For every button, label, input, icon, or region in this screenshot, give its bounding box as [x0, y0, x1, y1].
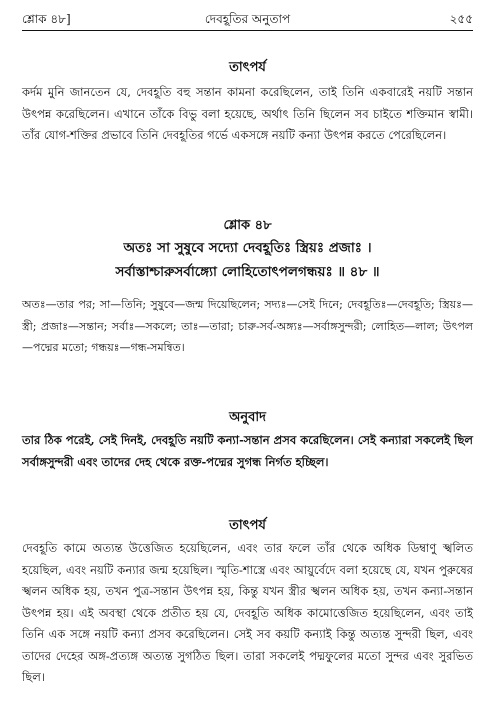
- header-verse-ref: শ্লোক ৪৮]: [22, 12, 71, 26]
- header-chapter-title: দেবহূতির অনুতাপ: [204, 12, 291, 26]
- purport-heading-2: তাৎপর্য: [229, 518, 266, 533]
- translation-paragraph: তার ঠিক পরেই, সেই দিনই, দেবহূতি নয়টি কন্যা-সন্তান প্রসব করেছিলেন। সেই কন্যারা সকলেই ছিল সর্বাঙ্গসুন্দরী এবং তাদের দেহ থেকে রক্ত-পদ্মের সুগন্ধ নির্গত হচ্ছিল।: [22, 433, 473, 469]
- sanskrit-verse: [22, 236, 473, 284]
- purport-paragraph-2: দেবহূতি কামে অত্যন্ত উত্তেজিত হয়েছিলেন, এবং তার ফলে তাঁর থেকে অধিক ডিম্বাণু স্খলিত হয়েছিল, এবং নয়টি কন্যার জন্ম হয়েছিল। স্মৃতি-শাস্ত্রে এবং আয়ুর্বেদে বলা হয়েছে যে, যখন পুরুষের স্খলন অধিক হয়, তখন পুত্র-সন্তান উৎপন্ন হয়, কিন্তু যখন স্ত্রীর স্খলন অধিক হয়, তখন কন্যা-সন্তান উৎপন্ন হয়। এই অবস্থা থেকে প্রতীত হয় যে, দেবহূতি অধিক কামোত্তেজিত হয়েছিলেন, এবং তাই তিনি এক সঙ্গে নয়টি কন্যা প্রসব করেছিলেন। সেই সব কয়টি কন্যাই কিন্তু অত্যন্ত সুন্দরী ছিল, এবং তাদের দেহের অঙ্গ-প্রত্যঙ্গ অত্যন্ত সুগঠিত ছিল। তারা সকলেই পদ্মফুলের মতো সুন্দর এবং সুরভিত ছিল।: [22, 541, 473, 684]
- verse-heading: শ্লোক ৪৮: [223, 218, 272, 233]
- verse-line-2: সর্বাস্তাশ্চারুসর্বাঙ্গ্যো লোহিতোৎপলগন্ধয়ঃ ॥ ৪৮ ॥: [115, 264, 380, 280]
- running-header: [22, 8, 473, 31]
- purport-paragraph: কর্দম মুনি জানতেন যে, দেবহূতি বহু সন্তান কামনা করেছিলেন, তাই তিনি একবারেই নয়টি সন্তান উৎপন্ন করেছিলেন। এখানে তাঁকে বিভু বলা হয়েছে, অর্থাৎ তিনি ছিলেন সব চাইতে শক্তিমান স্বামী। তাঁর যোগ-শক্তির প্রভাবে তিনি দেবহূতির গর্ভে একসঙ্গে নয়টি কন্যা উৎপন্ন করতে পেরেছিলেন।: [22, 85, 473, 142]
- translation-heading: অনুবাদ: [229, 410, 266, 425]
- header-page-number: ২৫৫: [449, 12, 473, 26]
- verse-line-1: অতঃ সা সুষুবে সদ্যো দেবহূতিঃ স্ত্রিয়ঃ প্রজাঃ ।: [123, 240, 372, 256]
- synonyms-paragraph: অতঃ—তার পর; সা—তিনি; সুষুবে—জন্ম দিয়েছিলেন; সদ্যঃ—সেই দিনে; দেবহূতিঃ—দেবহূতি; স্ত্রিয়ঃ—স্ত্রী; প্রজাঃ—সন্তান; সর্বাঃ—সকলে; তাঃ—তারা; চারু-সর্ব-অঙ্গ্যঃ—সর্বাঙ্গসুন্দরী; লোহিত—লাল; উৎপল—পদ্মের মতো; গন্ধয়ঃ—গন্ধ-সমন্বিত।: [22, 298, 473, 354]
- purport-heading: তাৎপর্য: [229, 60, 266, 75]
